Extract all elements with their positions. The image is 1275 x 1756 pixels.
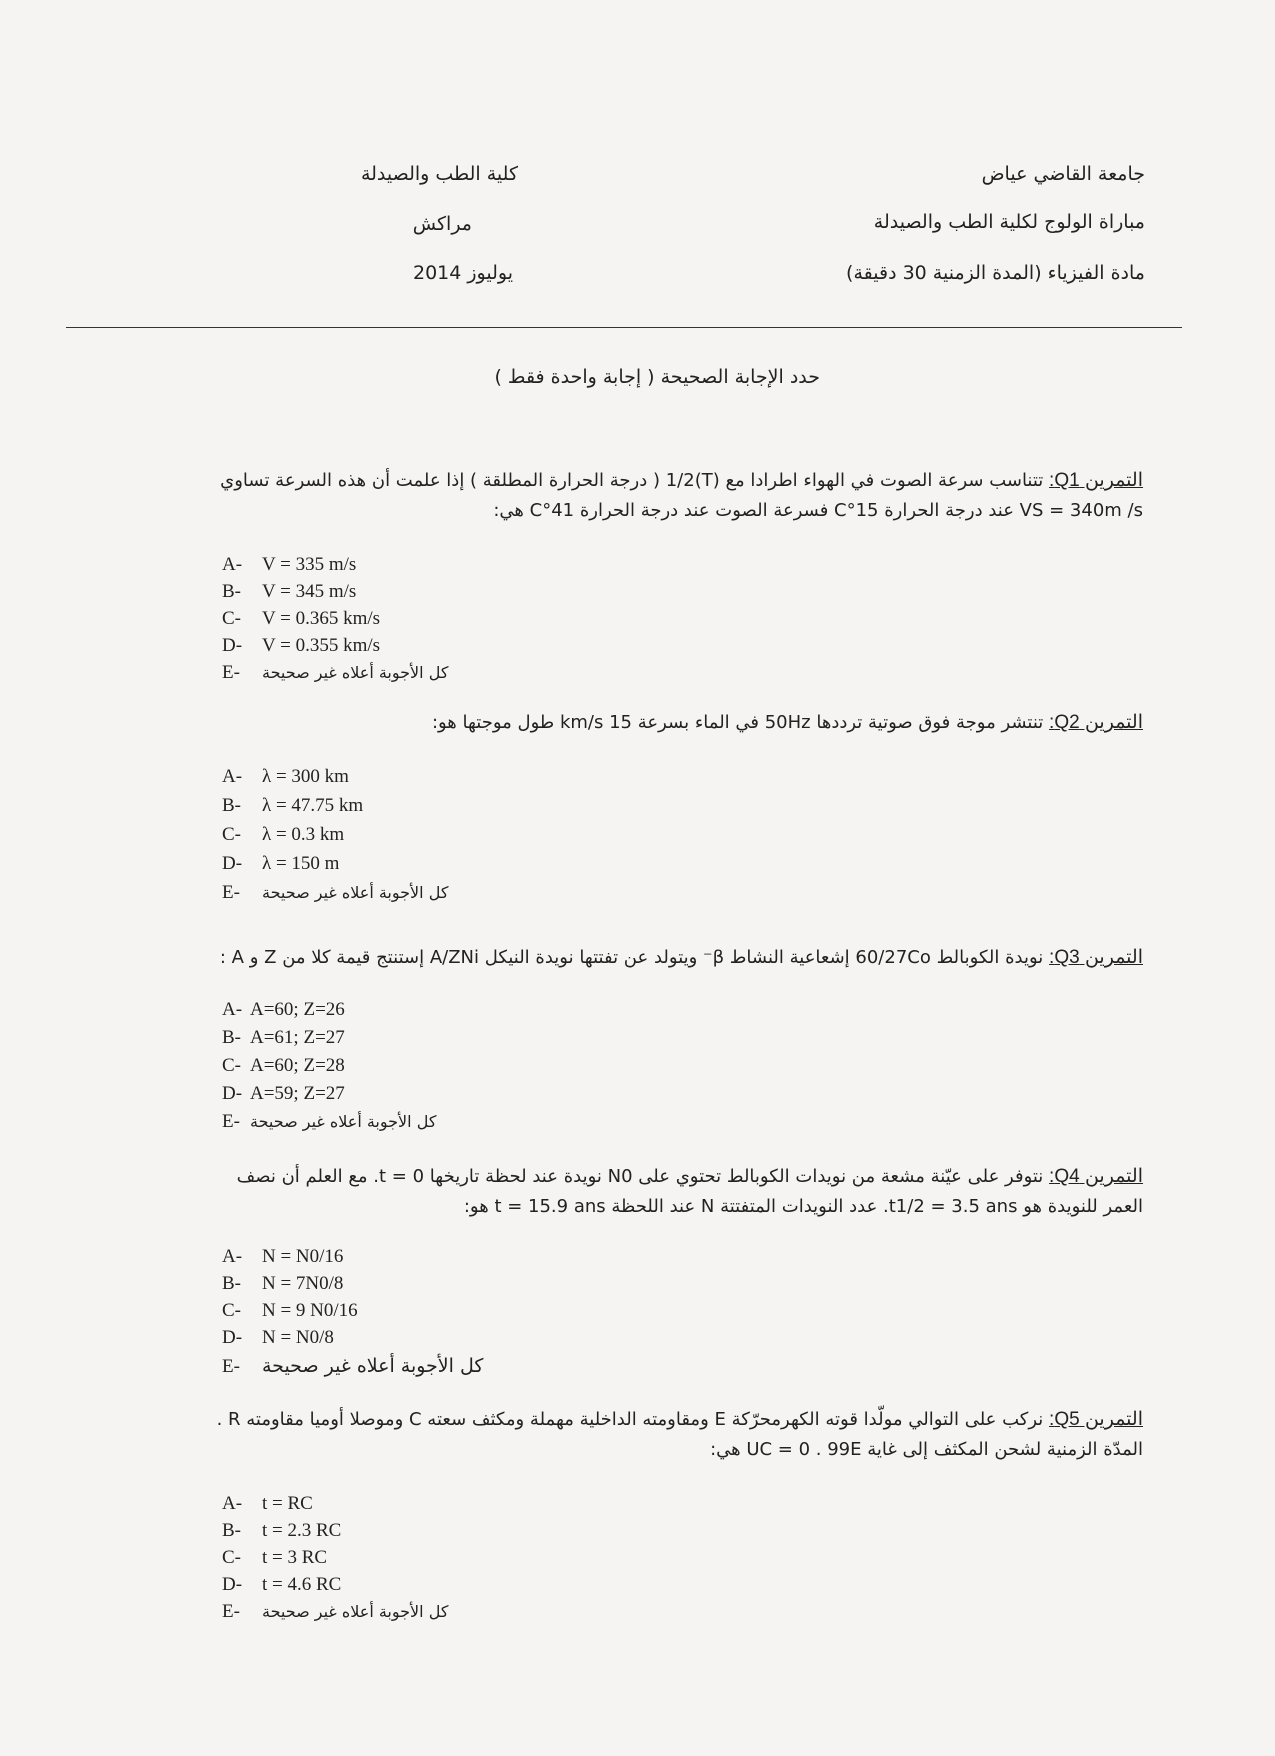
question-5-line-1: نركب على التوالي مولّدا قوته الكهرمحرّكة E ومقاومته الداخلية مهملة ومكثف سعته C وموصلا أوميا مقاومته R . — [216, 1409, 1044, 1430]
option-text: V = 335 m/s — [262, 554, 357, 575]
option-5b[interactable] — [222, 1517, 448, 1544]
option-text: t = 4.6 RC — [262, 1574, 342, 1595]
exam-date: يوليوز 2014 — [412, 262, 513, 284]
option-letter: B- — [222, 1027, 241, 1048]
question-5 — [143, 1405, 1143, 1465]
option-text: V = 0.355 km/s — [262, 635, 381, 656]
option-3d[interactable] — [222, 1080, 436, 1108]
option-letter: E- — [222, 882, 240, 903]
option-text: t = 3 RC — [262, 1547, 328, 1568]
option-letter: E- — [222, 1356, 240, 1377]
question-1-label: التمرين Q1: — [1049, 470, 1143, 491]
option-1a[interactable] — [222, 551, 448, 578]
option-1b[interactable] — [222, 578, 448, 605]
option-3c[interactable] — [222, 1052, 436, 1080]
question-4-label: التمرين Q4: — [1049, 1166, 1143, 1187]
option-letter: B- — [222, 1273, 241, 1294]
exam-title: مباراة الولوج لكلية الطب والصيدلة — [873, 211, 1145, 233]
option-text: A=60; Z=26 — [250, 999, 345, 1020]
option-text: كل الأجوبة أعلاه غير صحيحة — [262, 883, 449, 902]
city-name: مراكش — [412, 213, 472, 235]
question-2-line-1: تنتشر موجة فوق صوتية ترددها 50Hz في الماء بسرعة 15 km/s طول موجتها هو: — [431, 712, 1044, 733]
option-letter: C- — [222, 1547, 241, 1568]
question-2 — [143, 708, 1143, 738]
option-letter: B- — [222, 581, 241, 602]
option-3e[interactable] — [222, 1108, 436, 1136]
question-1-line-2: VS = 340m /s عند درجة الحرارة 15°C فسرعة الصوت عند درجة الحرارة 41°C هي: — [493, 500, 1143, 521]
option-letter: E- — [222, 1601, 240, 1622]
option-text: كل الأجوبة أعلاه غير صحيحة — [262, 1355, 484, 1377]
question-2-options — [222, 762, 448, 907]
option-4e[interactable] — [222, 1351, 483, 1381]
option-text: V = 345 m/s — [262, 581, 357, 602]
question-1 — [143, 466, 1143, 526]
option-letter: B- — [222, 1520, 241, 1541]
option-1d[interactable] — [222, 632, 448, 659]
question-5-line-2: المدّة الزمنية لشحن المكثف إلى غاية UC = 0 . 99E هي: — [710, 1439, 1143, 1460]
subject-duration: مادة الفيزياء (المدة الزمنية 30 دقيقة) — [846, 262, 1145, 284]
option-text: λ = 47.75 km — [262, 795, 364, 816]
university-name: جامعة القاضي عياض — [981, 163, 1145, 185]
option-text: t = RC — [262, 1493, 313, 1514]
option-text: λ = 0.3 km — [262, 824, 345, 845]
option-letter: A- — [222, 766, 243, 787]
question-5-options — [222, 1490, 448, 1625]
header-divider — [66, 327, 1182, 328]
option-4a[interactable] — [222, 1243, 483, 1270]
option-3b[interactable] — [222, 1024, 436, 1052]
option-letter: A- — [222, 554, 243, 575]
option-5e[interactable] — [222, 1598, 448, 1625]
question-4-line-1: نتوفر على عيّنة مشعة من نويدات الكوبالط تحتوي على N0 نويدة عند لحظة تاريخها t = 0. مع العلم أن نصف — [236, 1166, 1044, 1187]
option-letter: D- — [222, 635, 243, 656]
question-3-options — [222, 996, 436, 1136]
question-3-line-1: نويدة الكوبالط 60/27Co إشعاعية النشاط β⁻ ويتولد عن تفتتها نويدة النيكل A/ZNi إستنتج قيمة كلا من Z و A : — [219, 947, 1044, 968]
question-3 — [143, 943, 1143, 973]
option-letter: C- — [222, 824, 241, 845]
option-letter: D- — [222, 853, 243, 874]
question-4-options — [222, 1243, 483, 1381]
option-letter: C- — [222, 1300, 241, 1321]
option-2c[interactable] — [222, 820, 448, 849]
option-text: كل الأجوبة أعلاه غير صحيحة — [250, 1112, 437, 1131]
option-1c[interactable] — [222, 605, 448, 632]
option-text: t = 2.3 RC — [262, 1520, 342, 1541]
question-1-options — [222, 551, 448, 686]
question-4-line-2: العمر للنويدة هو t1/2 = 3.5 ans. عدد النويدات المتفتتة N عند اللحظة t = 15.9 ans هو: — [463, 1196, 1143, 1217]
option-letter: C- — [222, 1055, 241, 1076]
question-5-label: التمرين Q5: — [1049, 1409, 1143, 1430]
option-text: A=59; Z=27 — [250, 1083, 345, 1104]
option-letter: A- — [222, 1493, 243, 1514]
option-4b[interactable] — [222, 1270, 483, 1297]
option-text: N = 7N0/8 — [262, 1273, 344, 1294]
option-4c[interactable] — [222, 1297, 483, 1324]
option-text: N = N0/16 — [262, 1246, 344, 1267]
option-letter: B- — [222, 795, 241, 816]
option-text: λ = 300 km — [262, 766, 349, 787]
option-text: V = 0.365 km/s — [262, 608, 381, 629]
faculty-name: كلية الطب والصيدلة — [360, 163, 518, 185]
question-3-label: التمرين Q3: — [1049, 947, 1143, 968]
question-2-label: التمرين Q2: — [1049, 712, 1143, 733]
option-5d[interactable] — [222, 1571, 448, 1598]
option-2b[interactable] — [222, 791, 448, 820]
option-letter: E- — [222, 1111, 240, 1132]
option-letter: E- — [222, 662, 240, 683]
option-text: كل الأجوبة أعلاه غير صحيحة — [262, 1602, 449, 1621]
option-text: A=60; Z=28 — [250, 1055, 345, 1076]
option-letter: D- — [222, 1083, 243, 1104]
option-2a[interactable] — [222, 762, 448, 791]
option-4d[interactable] — [222, 1324, 483, 1351]
option-letter: A- — [222, 1246, 243, 1267]
option-2e[interactable] — [222, 878, 448, 907]
option-text: N = N0/8 — [262, 1327, 334, 1348]
option-3a[interactable] — [222, 996, 436, 1024]
option-text: N = 9 N0/16 — [262, 1300, 358, 1321]
question-1-line-1: تتناسب سرعة الصوت في الهواء اطرادا مع (T)1/2 ( درجة الحرارة المطلقة ) إذا علمت أن هذه السرعة تساوي — [220, 470, 1044, 491]
option-letter: C- — [222, 608, 241, 629]
option-5a[interactable] — [222, 1490, 448, 1517]
instructions: حدد الإجابة الصحيحة ( إجابة واحدة فقط ) — [494, 366, 820, 388]
option-letter: D- — [222, 1574, 243, 1595]
option-letter: D- — [222, 1327, 243, 1348]
option-2d[interactable] — [222, 849, 448, 878]
option-text: كل الأجوبة أعلاه غير صحيحة — [262, 663, 449, 682]
question-4 — [143, 1162, 1143, 1222]
option-1e[interactable] — [222, 659, 448, 686]
option-text: λ = 150 m — [262, 853, 340, 874]
option-text: A=61; Z=27 — [250, 1027, 345, 1048]
option-5c[interactable] — [222, 1544, 448, 1571]
option-letter: A- — [222, 999, 243, 1020]
